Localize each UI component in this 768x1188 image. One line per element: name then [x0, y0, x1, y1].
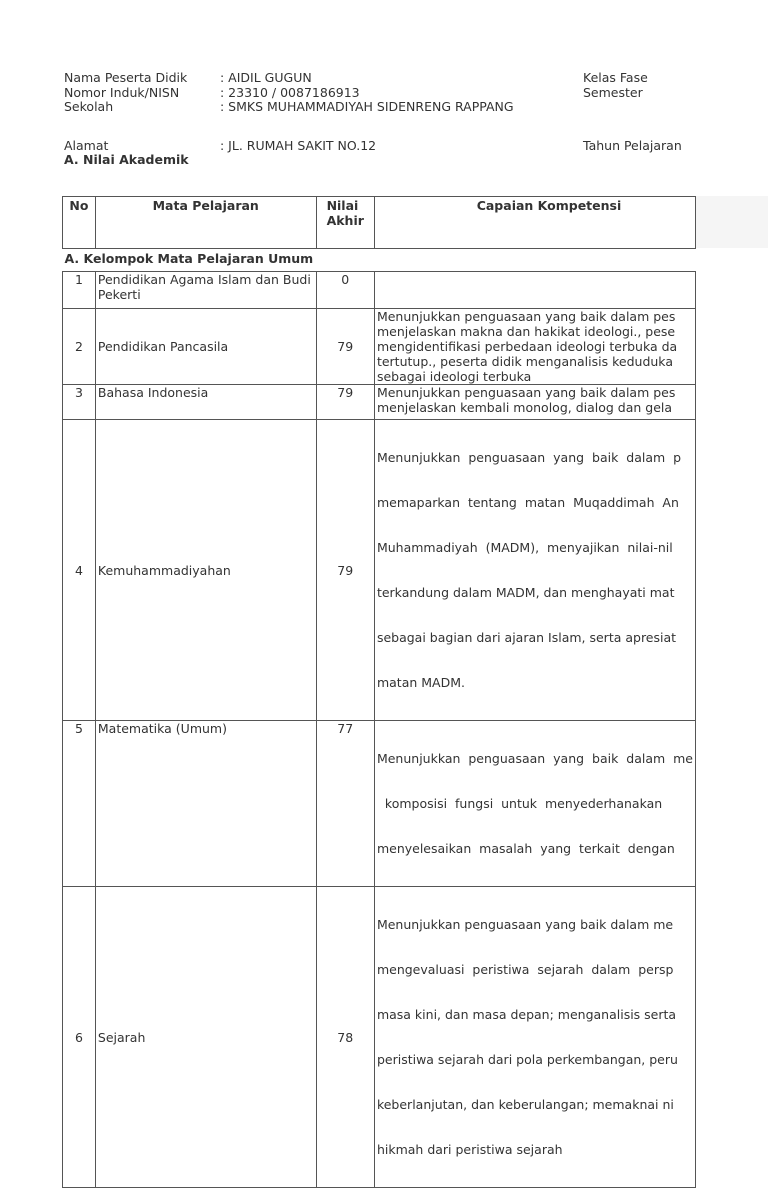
competency-line: Menunjukkan penguasaan yang baik dalam p [376, 450, 682, 465]
competency-line: peristiwa sejarah dari pola perkembangan, peru [376, 1052, 678, 1067]
table-header-row [63, 197, 696, 249]
competency-line: memaparkan tentang matan Muqaddimah An [376, 495, 679, 510]
table-row [63, 420, 696, 721]
section-title: A. Nilai Akademik [64, 152, 189, 167]
row-no: 4 [63, 420, 96, 721]
header-competency: Capaian Kompetensi [374, 197, 695, 249]
row-competency [374, 420, 695, 721]
semester-label: Semester [583, 85, 643, 100]
row-no: 3 [63, 385, 96, 420]
competency-line: sebagai ideologi terbuka [376, 369, 532, 384]
group-row [63, 249, 696, 272]
competency-line: mengidentifikasi perbedaan ideologi terbuka da [376, 339, 678, 354]
row-competency [374, 887, 695, 1188]
row-competency [374, 385, 695, 420]
row-score: 77 [316, 721, 374, 887]
competency-line: komposisi fungsi untuk menyederhanakan [376, 796, 663, 811]
table-row [63, 385, 696, 420]
student-name-value: : AIDIL GUGUN [220, 70, 312, 85]
row-subject: Pendidikan Pancasila [95, 309, 316, 385]
row-score: 79 [316, 309, 374, 385]
student-name-label: Nama Peserta Didik [64, 70, 188, 85]
row-score: 79 [316, 420, 374, 721]
class-phase-label: Kelas Fase [583, 70, 648, 85]
competency-line: Muhammadiyah (MADM), menyajikan nilai-nil [376, 540, 673, 555]
competency-line: mengevaluasi peristiwa sejarah dalam persp [376, 962, 674, 977]
competency-line: tertutup., peserta didik menganalisis keduduka [376, 354, 673, 369]
row-competency [374, 309, 695, 385]
header-shade-overflow [696, 196, 768, 248]
row-score: 79 [316, 385, 374, 420]
group-label: A. Kelompok Mata Pelajaran Umum [63, 249, 696, 272]
competency-line: terkandung dalam MADM, dan menghayati mat [376, 585, 675, 600]
school-label: Sekolah [64, 99, 114, 114]
row-subject: Sejarah [95, 887, 316, 1188]
competency-line: Menunjukkan penguasaan yang baik dalam me [376, 917, 674, 932]
competency-line: hikmah dari peristiwa sejarah [376, 1142, 563, 1157]
row-subject: Kemuhammadiyahan [95, 420, 316, 721]
table-row [63, 309, 696, 385]
table-row [63, 887, 696, 1188]
row-competency [374, 272, 695, 309]
competency-line: keberlanjutan, dan keberulangan; memaknai ni [376, 1097, 674, 1112]
header-no: No [63, 197, 96, 249]
competency-line: menjelaskan makna dan hakikat ideologi., pese [376, 324, 676, 339]
header-subject: Mata Pelajaran [95, 197, 316, 249]
header-score-line2: Akhir [326, 213, 364, 228]
nisn-value: : 23310 / 0087186913 [220, 85, 360, 100]
row-subject [95, 272, 316, 309]
row-subject: Matematika (Umum) [95, 721, 316, 887]
grades-table [62, 196, 696, 1188]
row-subject-line1: Pendidikan Agama Islam dan Budi [97, 272, 311, 287]
school-value: : SMKS MUHAMMADIYAH SIDENRENG RAPPANG [220, 99, 514, 114]
academic-year-label: Tahun Pelajaran [583, 138, 682, 153]
competency-line: Menunjukkan penguasaan yang baik dalam pes [376, 309, 676, 324]
row-subject: Bahasa Indonesia [95, 385, 316, 420]
header-score [316, 197, 374, 249]
competency-line: menjelaskan kembali monolog, dialog dan gela [376, 400, 673, 415]
table-row [63, 721, 696, 887]
address-value: : JL. RUMAH SAKIT NO.12 [220, 138, 377, 153]
row-score: 0 [316, 272, 374, 309]
address-label: Alamat [64, 138, 109, 153]
competency-line: masa kini, dan masa depan; menganalisis serta [376, 1007, 677, 1022]
competency-line: sebagai bagian dari ajaran Islam, serta apresiat [376, 630, 677, 645]
competency-line: Menunjukkan penguasaan yang baik dalam me [376, 751, 693, 766]
header-score-line1: Nilai [326, 198, 359, 213]
row-no: 2 [63, 309, 96, 385]
table-row [63, 272, 696, 309]
row-score: 78 [316, 887, 374, 1188]
nisn-label: Nomor Induk/NISN [64, 85, 180, 100]
row-no: 6 [63, 887, 96, 1188]
row-subject-line2: Pekerti [97, 287, 141, 302]
row-no: 1 [63, 272, 96, 309]
competency-line: matan MADM. [376, 675, 465, 690]
competency-line: Menunjukkan penguasaan yang baik dalam pes [376, 385, 676, 400]
row-competency [374, 721, 695, 887]
competency-line: menyelesaikan masalah yang terkait dengan [376, 841, 675, 856]
row-no: 5 [63, 721, 96, 887]
